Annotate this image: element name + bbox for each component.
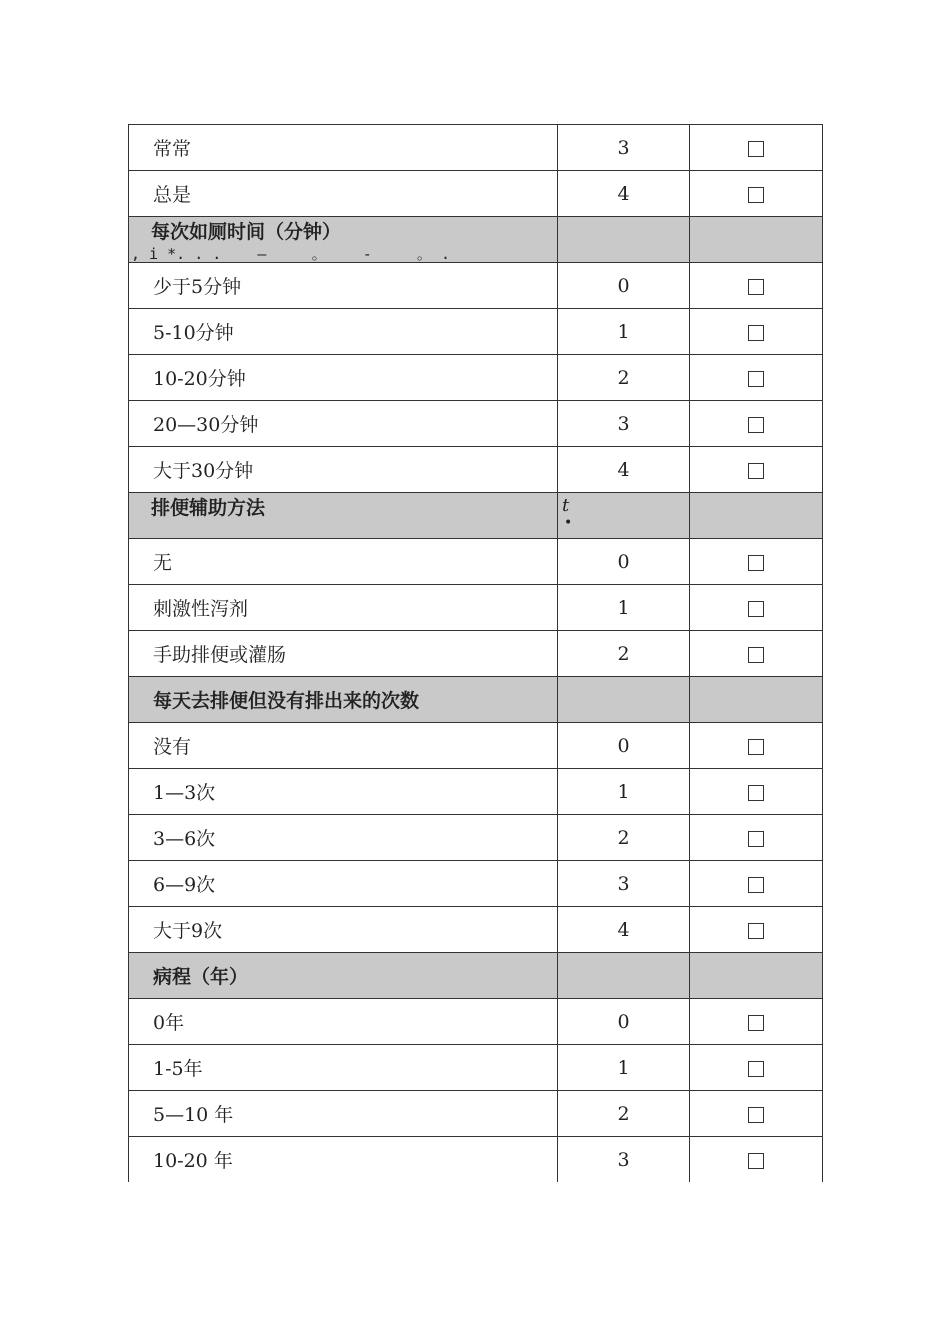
option-row (129, 769, 823, 815)
option-checkbox[interactable] (690, 769, 823, 815)
checkbox-icon[interactable] (748, 325, 764, 341)
section-title: 病程（年） (129, 953, 558, 999)
option-label: 大于9次 (129, 907, 558, 953)
section-empty-cell (690, 953, 823, 999)
option-label: 1—3次 (129, 769, 558, 815)
option-checkbox[interactable] (690, 401, 823, 447)
checkbox-icon[interactable] (748, 1153, 764, 1169)
stray-mark-t: t (562, 495, 570, 516)
option-score: 2 (558, 355, 690, 401)
checkbox-icon[interactable] (748, 1107, 764, 1123)
checkbox-icon[interactable] (748, 187, 764, 203)
option-checkbox[interactable] (690, 861, 823, 907)
section-title: 排便辅助方法 (151, 497, 266, 519)
section-header-row (129, 217, 823, 263)
section-empty-cell (690, 677, 823, 723)
option-score: 4 (558, 447, 690, 493)
option-checkbox[interactable] (690, 171, 823, 217)
checkbox-icon[interactable] (748, 371, 764, 387)
option-row (129, 263, 823, 309)
option-checkbox[interactable] (690, 1045, 823, 1091)
option-score: 4 (558, 907, 690, 953)
option-score: 2 (558, 815, 690, 861)
option-label: 10-20分钟 (129, 355, 558, 401)
option-score: 3 (558, 125, 690, 171)
option-score: 1 (558, 1045, 690, 1091)
option-row (129, 355, 823, 401)
option-checkbox[interactable] (690, 999, 823, 1045)
option-checkbox[interactable] (690, 447, 823, 493)
checkbox-icon[interactable] (748, 463, 764, 479)
option-row (129, 723, 823, 769)
option-score: 3 (558, 401, 690, 447)
checkbox-icon[interactable] (748, 555, 764, 571)
option-label: 10-20 年 (129, 1137, 558, 1183)
option-checkbox[interactable] (690, 631, 823, 677)
option-score: 2 (558, 631, 690, 677)
checkbox-icon[interactable] (748, 279, 764, 295)
option-checkbox[interactable] (690, 907, 823, 953)
checkbox-icon[interactable] (748, 785, 764, 801)
option-score: 2 (558, 1091, 690, 1137)
option-score: 4 (558, 171, 690, 217)
section-empty-cell (690, 217, 823, 263)
option-checkbox[interactable] (690, 1137, 823, 1183)
option-label: 3—6次 (129, 815, 558, 861)
checkbox-icon[interactable] (748, 1015, 764, 1031)
option-label: 0年 (129, 999, 558, 1045)
option-checkbox[interactable] (690, 539, 823, 585)
option-score: 1 (558, 769, 690, 815)
checkbox-icon[interactable] (748, 417, 764, 433)
section-header-row (129, 677, 823, 723)
option-row (129, 631, 823, 677)
scoring-table (128, 124, 823, 1182)
option-label: 常常 (129, 125, 558, 171)
option-score: 0 (558, 539, 690, 585)
option-checkbox[interactable] (690, 1091, 823, 1137)
option-score: 0 (558, 999, 690, 1045)
option-row (129, 401, 823, 447)
option-score: 1 (558, 309, 690, 355)
option-score: 0 (558, 263, 690, 309)
option-row (129, 447, 823, 493)
option-row (129, 1137, 823, 1183)
option-row (129, 815, 823, 861)
section-header-row (129, 953, 823, 999)
section-header-cell (129, 217, 558, 263)
option-row (129, 1045, 823, 1091)
option-label: 1-5年 (129, 1045, 558, 1091)
option-row (129, 907, 823, 953)
option-label: 少于5分钟 (129, 263, 558, 309)
section-header-row (129, 493, 823, 539)
option-label: 总是 (129, 171, 558, 217)
checkbox-icon[interactable] (748, 1061, 764, 1077)
checkbox-icon[interactable] (748, 877, 764, 893)
option-row (129, 125, 823, 171)
section-empty-cell (558, 677, 690, 723)
option-label: 5—10 年 (129, 1091, 558, 1137)
option-checkbox[interactable] (690, 815, 823, 861)
section-empty-cell (690, 493, 823, 539)
checkbox-icon[interactable] (748, 601, 764, 617)
scan-artifact-text: , i *. . . — 。 - 。 . (131, 245, 450, 263)
checkbox-icon[interactable] (748, 647, 764, 663)
section-empty-cell (558, 493, 690, 539)
option-label: 没有 (129, 723, 558, 769)
section-header-cell (129, 493, 558, 539)
option-checkbox[interactable] (690, 723, 823, 769)
option-checkbox[interactable] (690, 125, 823, 171)
option-score: 1 (558, 585, 690, 631)
option-checkbox[interactable] (690, 355, 823, 401)
option-row (129, 309, 823, 355)
checkbox-icon[interactable] (748, 141, 764, 157)
stray-mark-dot: • (564, 515, 573, 531)
option-row (129, 171, 823, 217)
checkbox-icon[interactable] (748, 739, 764, 755)
section-empty-cell (558, 217, 690, 263)
section-empty-cell (558, 953, 690, 999)
option-checkbox[interactable] (690, 309, 823, 355)
option-checkbox[interactable] (690, 263, 823, 309)
option-checkbox[interactable] (690, 585, 823, 631)
option-score: 3 (558, 1137, 690, 1183)
option-label: 刺激性泻剂 (129, 585, 558, 631)
section-title: 每天去排便但没有排出来的次数 (129, 677, 558, 723)
option-row (129, 1091, 823, 1137)
option-score: 0 (558, 723, 690, 769)
option-row (129, 585, 823, 631)
section-title: 每次如厕时间（分钟） (151, 221, 342, 243)
option-score: 3 (558, 861, 690, 907)
option-row (129, 539, 823, 585)
checkbox-icon[interactable] (748, 923, 764, 939)
option-row (129, 999, 823, 1045)
option-label: 20—30分钟 (129, 401, 558, 447)
option-label: 无 (129, 539, 558, 585)
option-label: 大于30分钟 (129, 447, 558, 493)
option-label: 手助排便或灌肠 (129, 631, 558, 677)
checkbox-icon[interactable] (748, 831, 764, 847)
option-label: 6—9次 (129, 861, 558, 907)
option-label: 5-10分钟 (129, 309, 558, 355)
option-row (129, 861, 823, 907)
